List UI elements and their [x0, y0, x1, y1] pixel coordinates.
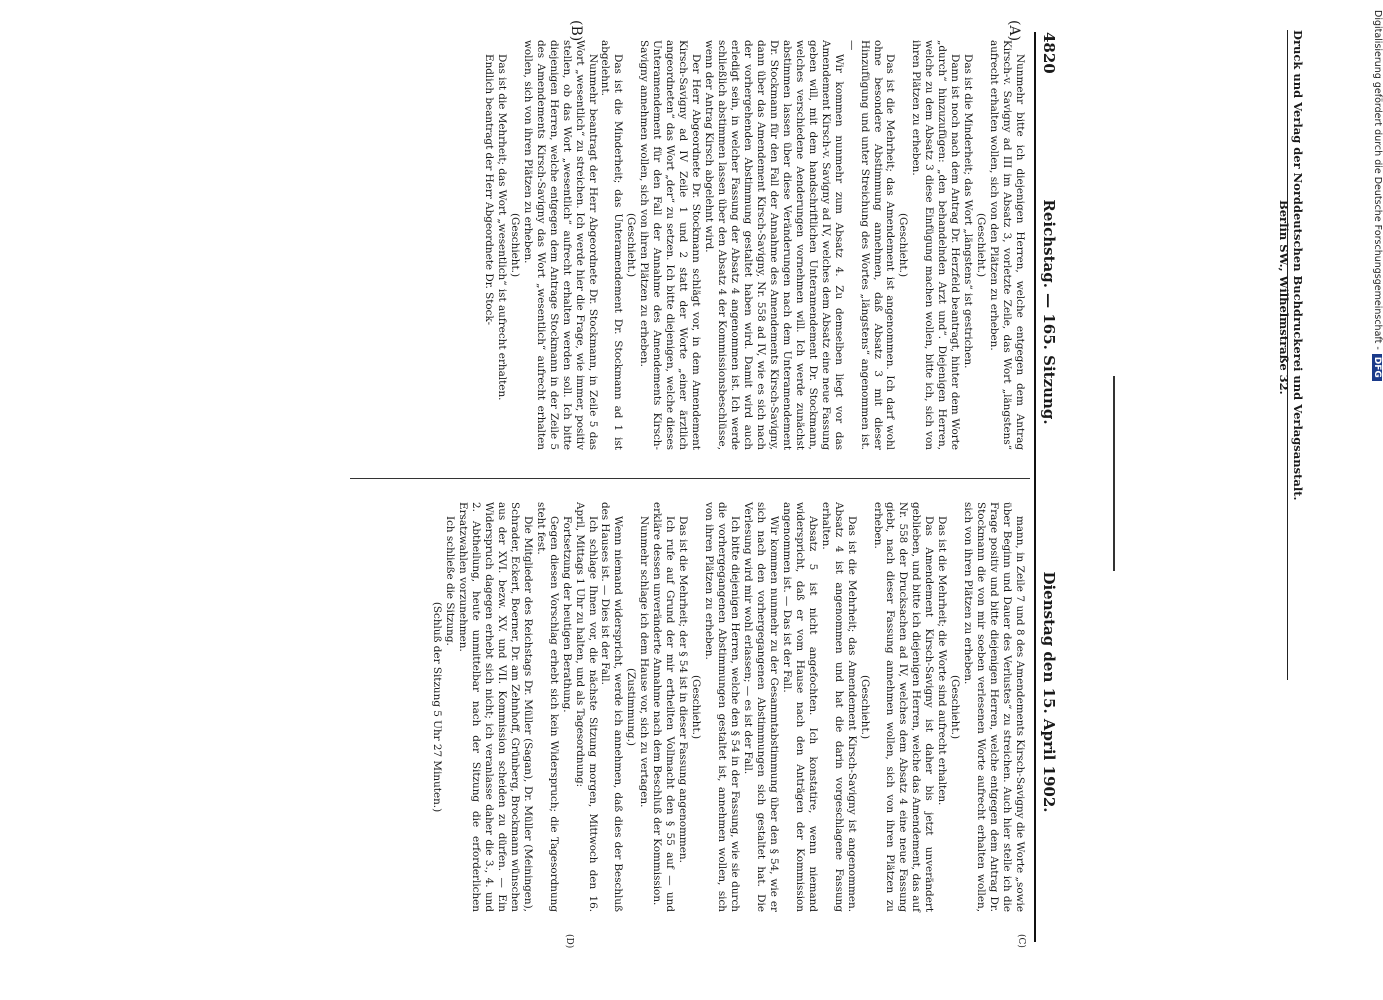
imprint — [1277, 30, 1305, 690]
digitization-text: Digitalisierung gefördert durch die Deutsche Forschungsgemeinschaft - — [1372, 10, 1383, 350]
session-date: Dienstag den 15. April 1902. — [1040, 571, 1058, 813]
paragraph: Fortsetzung der heutigen Berathung. — [560, 516, 573, 713]
paragraph: Dann ist noch nach dem Antrag Dr. Herzfeld beantragt, hinter dem Worte „durch“ hinzuzufügen: „den behandelnden Arzt und“. Diejenigen Herren, welche zu dem Absatz 3 diese Einfügung machen wollen, bitte ich, sich von ihren Plätzen zu erheben. — [910, 40, 962, 450]
paragraph: Das ist die Mehrheit; das Amendement Kirsch-Savigny ist angenommen. Absatz 4 ist angenommen und hat die darin vorgeschlagene Fassung erhalten. — [819, 502, 858, 912]
paragraph: Ich rufe auf Grund der mir ertheilten Vollmacht den § 55 auf — und erkläre dessen unveränderte Annahme nach dem Beschluß der Kommission. — [651, 502, 677, 912]
paragraph: (Geschieht.) — [690, 674, 703, 740]
paragraph: (Geschieht.) — [897, 212, 910, 278]
left-column — [482, 40, 1026, 450]
paragraph: Ich schließe die Sitzung. — [444, 516, 457, 646]
paragraph: Das ist die Mehrheit; der § 54 ist in dieser Fassung angenommen. — [677, 516, 690, 863]
margin-marker-a: (A) — [1006, 20, 1022, 42]
digitization-note — [1372, 10, 1383, 381]
paragraph: Das Amendement Kirsch-Savigny ist daher bis jetzt unverändert geblieben, und bitte ich diejenigen Herren, welche das Amendement, das auf Nr. 558 der Drucksachen ad IV, welches dem Absatz 4 eine neue Fassung giebt, nach dieser Fassung annehmen wollen, sich von ihren Plätzen zu erheben. — [871, 502, 936, 912]
rotated-page-content — [342, 22, 1062, 952]
paragraph: Ich schlage Ihnen vor, die nächste Sitzung morgen, Mittwoch den 16. April, Mittags 1 Uhr zu halten, und als Tagesordnung: — [573, 502, 599, 912]
column-divider — [350, 478, 1030, 479]
paragraph: (Geschieht.) — [508, 212, 521, 278]
paragraph: (Geschieht.) — [949, 674, 962, 740]
paragraph: (Geschieht.) — [625, 212, 638, 278]
paragraph: Absatz 5 ist nicht angefochten. Ich konstatire, wenn niemand widerspricht, daß er vom Hause nach den Anträgen der Kommission angenommen ist. — Das ist der Fall. — [780, 502, 819, 912]
paragraph: (Geschieht.) — [975, 212, 988, 278]
paragraph: Gegen diesen Vorschlag erhebt sich kein Widerspruch; die Tagesordnung steht fest. — [534, 502, 560, 912]
paragraph: (Schluß der Sitzung 5 Uhr 27 Minuten.) — [431, 601, 444, 813]
paragraph: Das ist die Minderheit; das Unteramendement Dr. Stockmann ad 1 ist abgelehnt. — [599, 40, 625, 450]
paragraph: Nunmehr beantragt der Herr Abgeordnete Dr. Stockmann, in Zeile 5 das Wort „wesentlich“ zu streichen. Ich werde hier die Frage, wie immer, positiv stellen, ob das Wort „wesentlich“ aufrecht erhalten werden soll. Ich bitte diejenigen Herren, welche entgegen dem Antrage Stockmann in der Zeile 5 des Amendements Kirsch-Savigny das Wort „wesentlich“ aufrecht erhalten wollen, sich von ihren Plätzen zu erheben. — [521, 40, 599, 450]
imprint-line-2: Berlin SW., Wilhelmstraße 32. — [1277, 200, 1291, 395]
paragraph: Der Herr Abgeordnete Dr. Stockmann schlägt vor, in dem Amendement Kirsch-Savigny ad IV Zeile 1 und 2 statt der Worte „einer ärztlich angeordneten“ das Wort „der“ zu setzen. Ich bitte diejenigen, welche dieses Unteramendement für den Fall der Annahme des Amendements Kirsch-Savigny annehmen wollen, sich von ihren Plätzen zu erheben. — [638, 40, 703, 450]
margin-marker-b: (B) — [568, 20, 584, 42]
right-column — [430, 502, 1026, 912]
paragraph: Nunmehr schlage ich dem Hause vor, sich zu vertagen. — [638, 516, 651, 808]
paragraph: Das ist die Mehrheit; das Amendement ist angenommen. Ich darf wohl ohne besondere Abstimmung annehmen, daß Absatz 3 mit dieser Hinzufügung und unter Streichung des Wortes „längstens“ angenommen ist. — — [845, 40, 897, 450]
paragraph: Endlich beantragt der Herr Abgeordnete Dr. Stock- — [482, 54, 495, 326]
paragraph: Das ist die Mehrheit; das Wort „wesentlich“ ist aufrecht erhalten. — [495, 54, 508, 401]
paragraph: Das ist die Minderheit; das Wort „längstens“ ist gestrichen. — [962, 54, 975, 369]
session-title: Reichstag. — 165. Sitzung. — [1040, 199, 1058, 425]
dfg-logo: DFG — [1372, 354, 1382, 381]
page-number: 4820 — [1040, 32, 1058, 74]
margin-marker-d: (D) — [564, 934, 574, 949]
paragraph: (Geschieht.) — [858, 674, 871, 740]
paragraph: Wir kommen nunmehr zu der Gesammtabstimmung über den § 54, wie er sich nach den vorhergegangenen Abstimmungen sich gestaltet hat. Die Verlesung wird mir wohl erlassen; — es ist der Fall. — [741, 502, 780, 912]
paragraph: (Zustimmung.) — [625, 668, 638, 746]
paragraph: Ich bitte diejenigen Herren, welche den § 54 in der Fassung, wie sie durch die vorhergegangenen Abstimmungen gestaltet ist, annehmen wollen, sich von ihren Plätzen zu erheben. — [703, 502, 742, 912]
end-rule — [1113, 376, 1115, 571]
page-header — [1034, 32, 1062, 942]
paragraph: Nunmehr bitte ich diejenigen Herren, welche entgegen dem Antrag Kirsch-v. Savigny ad III im Absatz 3, vorletzte Zeile, das Wort „längstens“ aufrecht erhalten wollen, sich von den Plätzen zu erheben. — [988, 40, 1026, 450]
paragraph: Die Mitglieder des Reichstags Dr. Müller (Sagan), Dr. Müller (Meiningen), Schrader, Eckert, Boerner, Dr. am Zehnhoff, Grünberg, Brockmann wünschen aus der XVI. bezw. XV. und VII. Kommission scheiden zu dürfen. — Ein Widerspruch dagegen erhebt sich nicht; ich veranlasse daher die 3., 4. und 2. Abtheilung, heute unmittelbar nach der Sitzung die erforderlichen Ersatzwahlen vorzunehmen. — [457, 502, 534, 912]
imprint-line-1: Druck und Verlag der Norddeutschen Buchdruckerei und Verlagsanstalt. — [1291, 30, 1305, 501]
paragraph: Das ist die Mehrheit; die Worte sind aufrecht erhalten. — [936, 516, 949, 806]
paragraph: Wir kommen nunmehr zum Absatz 4. Zu demselben liegt vor das Amendement Kirsch-v. Savigny ad IV, welches dem Absatz eine neue Fassung geben will, mit dem handschriftlichen Unteramendement Dr. Stockmann, welches verschiedene Aenderungen vornehmen will. Ich werde zunächst abstimmen lassen über diese Veränderungen nach dem Unteramendement Dr. Stockmann für den Fall der Annahme des Amendements Kirsch-Savigny, dann über das Amendement Kirsch-Savigny, Nr. 558 ad IV, wie es sich nach der vorhergehenden Abstimmung gestaltet haben wird. Damit wird auch erledigt sein, in welcher Fassung der Absatz 4 angenommen ist. Ich werde schließlich abstimmen lassen über den Absatz 4 der Kommissionsbeschlüsse, wenn der Antrag Kirsch abgelehnt wird. — [703, 40, 845, 450]
paragraph: Wenn niemand widerspricht, werde ich annehmen, daß dies der Beschluß des Hauses ist. — Dies ist der Fall. — [599, 502, 625, 912]
margin-marker-c: (C) — [1016, 934, 1026, 948]
paragraph: mann, in Zeile 7 und 8 des Amendements Kirsch-Savigny die Worte „sowie über Beginn und Dauer des Verlustes“ zu streichen. Auch hier stelle ich die Frage positiv und bitte diejenigen Herren, welche entgegen dem Antrag Dr. Stockmann die von mir soeben verlesenen Worte aufrecht erhalten wollen, sich von ihren Plätzen zu erheben. — [962, 502, 1026, 912]
